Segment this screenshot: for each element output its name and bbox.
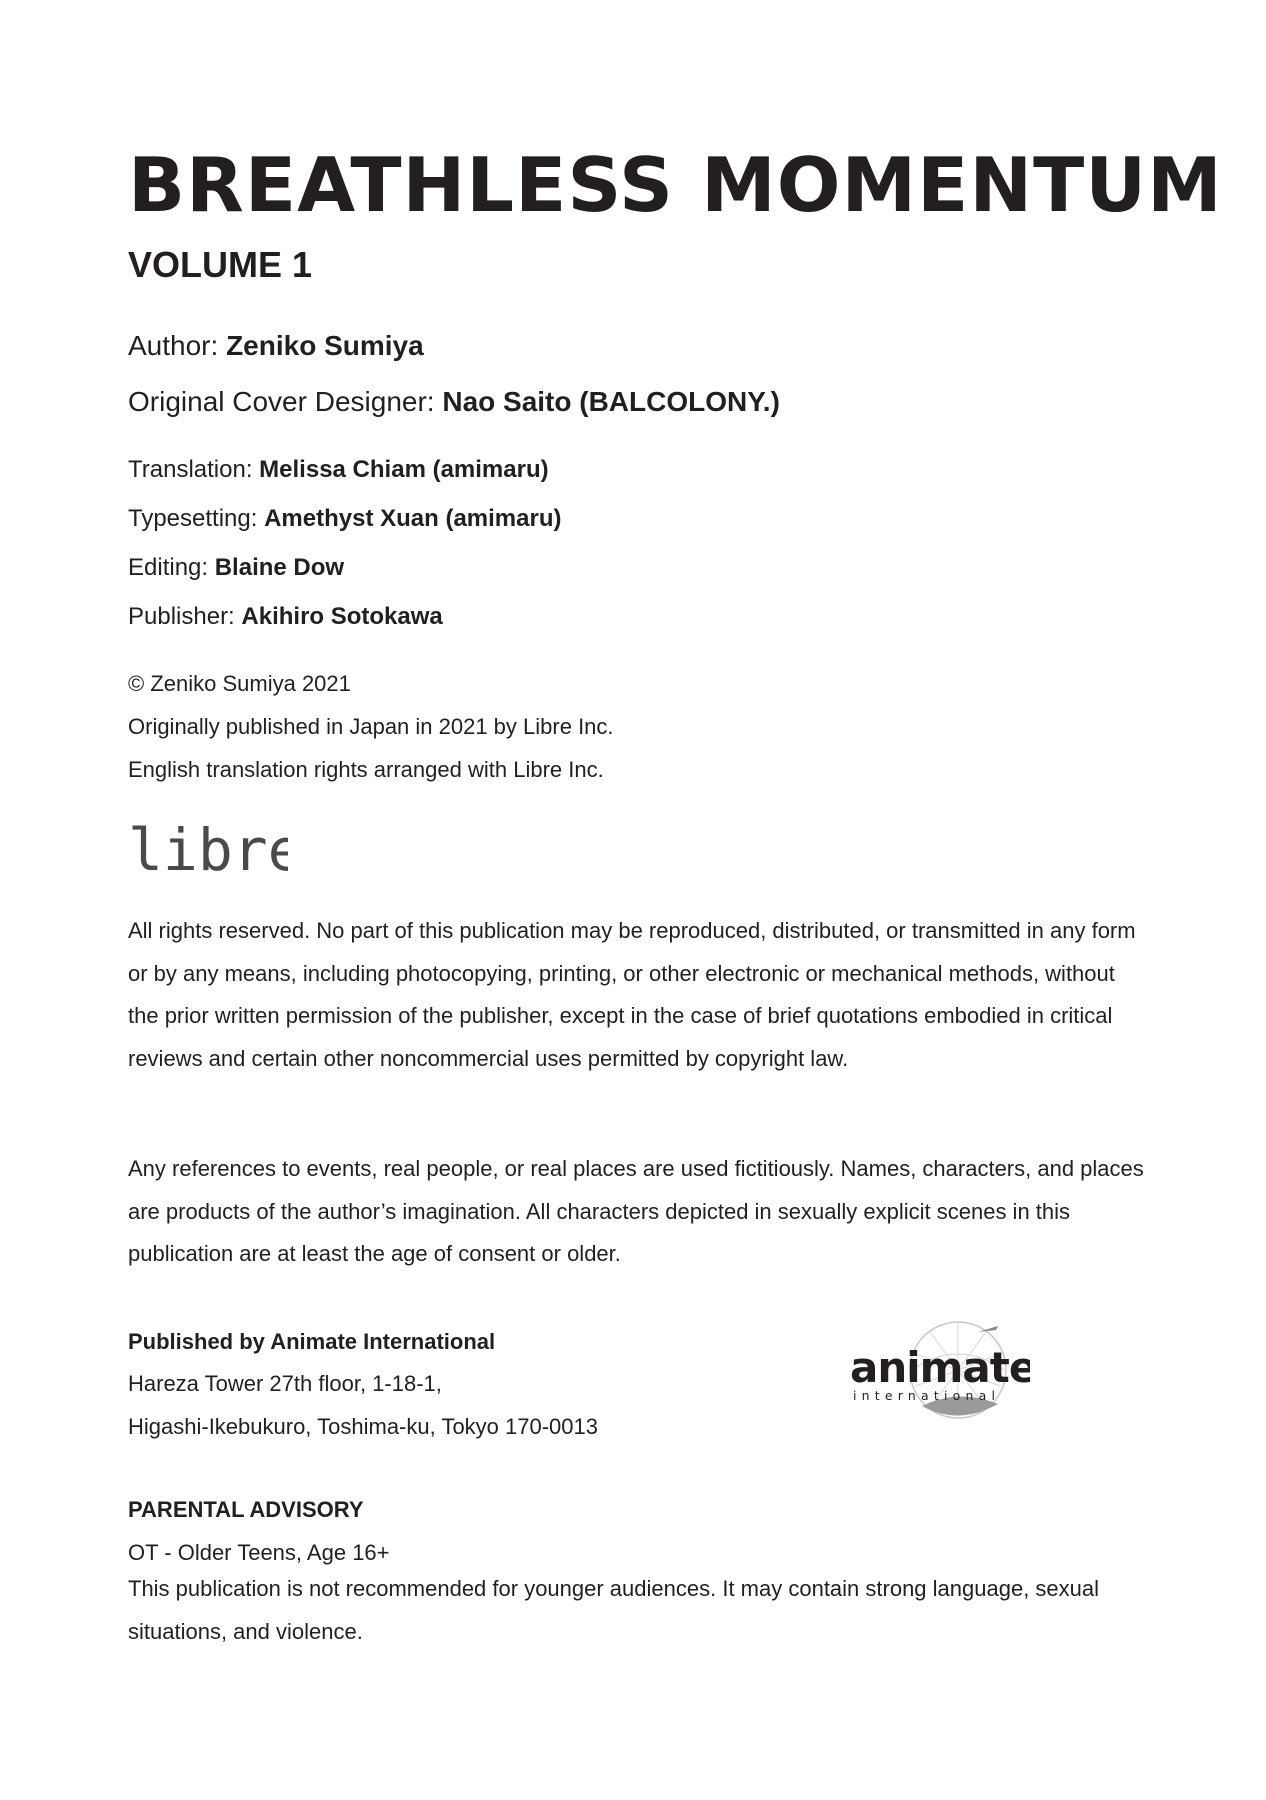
credit-typesetting bbox=[128, 503, 561, 535]
animate-logo-sub: international bbox=[853, 1388, 1001, 1403]
original-publication-line: Originally published in Japan in 2021 by Libre Inc. bbox=[128, 714, 614, 739]
credit-value: Amethyst Xuan (amimaru) bbox=[264, 505, 562, 532]
book-title: BREATHLESS MOMENTUM bbox=[128, 141, 1223, 229]
rights-paragraph: All rights reserved. No part of this publication may be reproduced, distributed, or transmitted in any form or by any means, including photocopying, printing, or other electronic or mechanical methods, without the prior written permission of the publisher, except in the case of brief quotations embodied in critical reviews and certain other noncommercial uses permitted by copyright law. bbox=[128, 918, 1136, 1071]
credit-value: Nao Saito (BALCOLONY.) bbox=[442, 386, 780, 417]
credit-label: Publisher: bbox=[128, 603, 242, 630]
credit-cover-designer bbox=[128, 384, 780, 420]
copyright-line: © Zeniko Sumiya 2021 bbox=[128, 671, 351, 696]
volume-label: VOLUME 1 bbox=[128, 244, 313, 285]
advisory-rating: OT - Older Teens, Age 16+ bbox=[128, 1540, 390, 1565]
credit-label: Author: bbox=[128, 330, 227, 361]
credit-editing bbox=[128, 552, 344, 584]
publisher-heading: Published by Animate International bbox=[128, 1329, 496, 1354]
address-line: Higashi-Ikebukuro, Toshima-ku, Tokyo 170-0013 bbox=[128, 1414, 599, 1439]
credit-label: Translation: bbox=[128, 456, 260, 483]
translation-rights-line: English translation rights arranged with Libre Inc. bbox=[128, 757, 604, 782]
address-line: Hareza Tower 27th floor, 1-18-1, bbox=[128, 1371, 442, 1396]
credit-author bbox=[128, 328, 424, 364]
credit-value: Melissa Chiam (amimaru) bbox=[259, 456, 549, 483]
libre-logo-graphic bbox=[128, 818, 288, 878]
credit-label: Typesetting: bbox=[128, 505, 265, 532]
credit-label: Original Cover Designer: bbox=[128, 386, 443, 417]
credit-label: Editing: bbox=[128, 554, 215, 581]
credit-value: Zeniko Sumiya bbox=[226, 330, 424, 361]
advisory-heading: PARENTAL ADVISORY bbox=[128, 1497, 364, 1522]
advisory-text: This publication is not recommended for younger audiences. It may contain strong language, sexual situations, and violence. bbox=[128, 1576, 1100, 1644]
libre-logo bbox=[128, 818, 288, 883]
credit-translation bbox=[128, 454, 549, 486]
animate-logo bbox=[850, 1318, 1030, 1433]
libre-logo-text: libre bbox=[128, 818, 288, 878]
fiction-paragraph: Any references to events, real people, or real places are used fictitiously. Names, characters, and places are products of the author’s imagination. All characters depicted in sexually explicit scenes in this publication are at least the age of consent or older. bbox=[128, 1156, 1144, 1266]
credit-publisher bbox=[128, 601, 443, 633]
animate-logo-word: animate bbox=[850, 1343, 1030, 1392]
credit-value: Blaine Dow bbox=[214, 554, 345, 581]
animate-logo-graphic bbox=[850, 1318, 1030, 1428]
credit-value: Akihiro Sotokawa bbox=[241, 603, 443, 630]
